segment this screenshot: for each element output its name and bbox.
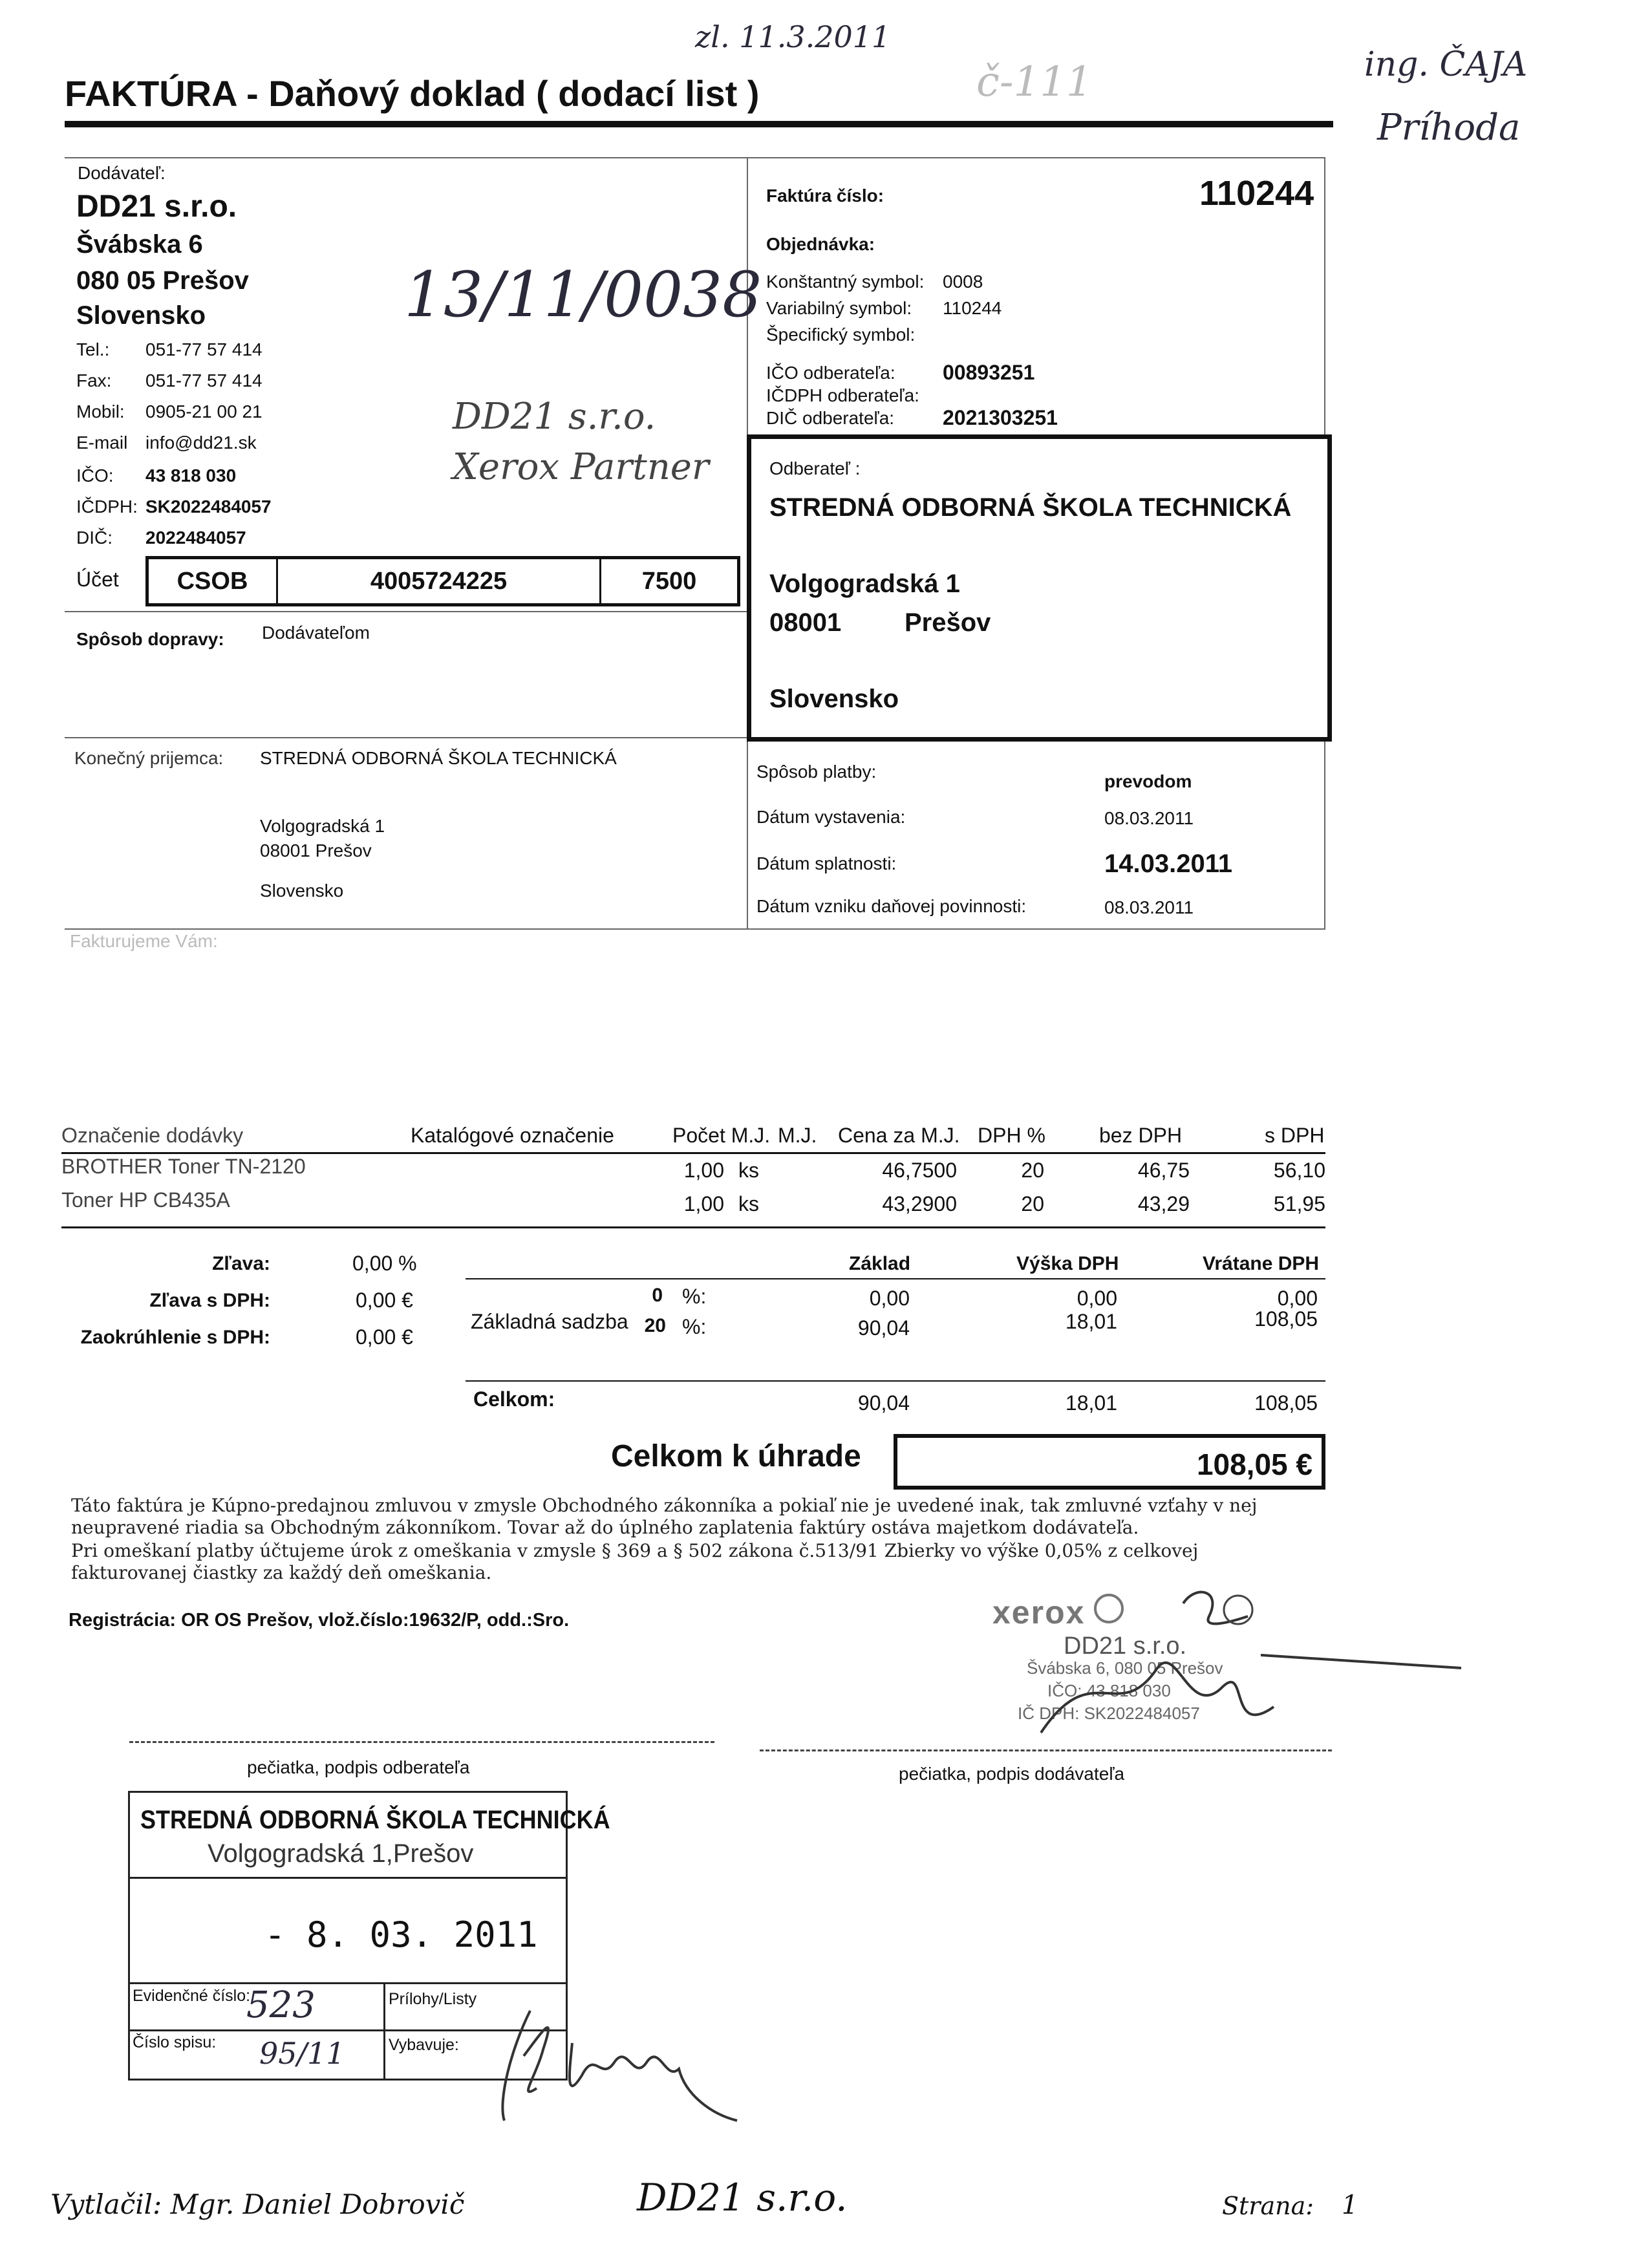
registration-text: Registrácia: OR OS Prešov, vlož.číslo:19632/P, odd.:Sro. bbox=[69, 1610, 570, 1631]
customer-country: Slovensko bbox=[769, 685, 899, 713]
constant-symbol-label: Konštantný symbol: bbox=[766, 272, 925, 292]
receipt-prilohy-label: Prílohy/Listy bbox=[389, 1990, 477, 2008]
col-header-vat: DPH % bbox=[978, 1124, 1045, 1147]
col-header-gross: s DPH bbox=[1265, 1124, 1325, 1147]
vat-header-base: Základ bbox=[849, 1253, 911, 1274]
supplier-tel-label: Tel.: bbox=[76, 339, 110, 359]
item-2-net: 43,29 bbox=[1137, 1192, 1190, 1215]
item-2-vat: 20 bbox=[1021, 1192, 1044, 1215]
vat-rate-0-unit: %: bbox=[682, 1285, 707, 1308]
supplier-signature-icon bbox=[1015, 1578, 1468, 1759]
supplier-email: info@dd21.sk bbox=[145, 433, 257, 453]
supplier-script-stamp-2: Xerox Partner bbox=[453, 446, 709, 488]
item-2-price: 43,2900 bbox=[882, 1192, 957, 1215]
legal-text-1: Táto faktúra je Kúpno-predajnou zmluvou v zmysle Obchodného zákonníka a pokiaľ nie je uvedené inak, tak zmluvné vzťahy v nej neupravené riadia sa Obchodným zákonníkom. Tovar až do úplného zaplatenia faktúry ostáva majetkom dodávateľa. bbox=[71, 1495, 1258, 1538]
vat-row-1-base: 90,04 bbox=[857, 1316, 910, 1340]
payment-method-label: Spôsob platby: bbox=[756, 762, 877, 782]
vat-total-incl: 108,05 bbox=[1254, 1391, 1318, 1415]
vat-rate-0: 0 bbox=[652, 1285, 663, 1306]
customer-street: Volgogradská 1 bbox=[769, 570, 960, 598]
receipt-vybavuje-label: Vybavuje: bbox=[389, 2036, 459, 2054]
vat-row-1-vat: 18,01 bbox=[1065, 1310, 1117, 1333]
discount-vat-value: 0,00 € bbox=[356, 1289, 413, 1312]
vat-total-vat: 18,01 bbox=[1065, 1391, 1117, 1415]
item-1-price: 46,7500 bbox=[882, 1159, 957, 1182]
receipt-spis-label: Číslo spisu: bbox=[133, 2033, 217, 2051]
title-rule bbox=[65, 121, 1333, 127]
constant-symbol: 0008 bbox=[943, 272, 983, 292]
supplier-script-stamp-1: DD21 s.r.o. bbox=[453, 396, 656, 438]
handwritten-date-note: zl. 11.3.2011 bbox=[695, 19, 891, 54]
invoice-number: 110244 bbox=[1199, 174, 1314, 213]
due-date: 14.03.2011 bbox=[1104, 850, 1232, 878]
invoice-number-label: Faktúra číslo: bbox=[766, 186, 884, 206]
vat-header-rule bbox=[466, 1278, 1325, 1279]
customer-label: Odberateľ : bbox=[769, 458, 861, 478]
customer-dic-label: DIČ odberateľa: bbox=[766, 408, 895, 428]
receipt-date: - 8. 03. 2011 bbox=[264, 1914, 538, 1955]
supplier-label: Dodávateľ: bbox=[78, 163, 166, 183]
order-label: Objednávka: bbox=[766, 234, 875, 254]
item-1-net: 46,75 bbox=[1137, 1159, 1190, 1182]
account-rule bbox=[65, 611, 747, 612]
supplier-ico: 43 818 030 bbox=[145, 465, 237, 486]
supplier-ico-label: IČO: bbox=[76, 465, 114, 486]
customer-signature-label: pečiatka, podpis odberateľa bbox=[247, 1757, 470, 1777]
stamp-company: DD21 s.r.o. bbox=[1064, 1632, 1187, 1660]
recipient-top-rule bbox=[65, 737, 747, 738]
vat-total-rule bbox=[466, 1380, 1325, 1382]
variable-symbol-label: Variabilný symbol: bbox=[766, 298, 912, 318]
supplier-signature-line bbox=[760, 1749, 1332, 1751]
customer-signature-line bbox=[129, 1741, 714, 1743]
customer-name: STREDNÁ ODBORNÁ ŠKOLA TECHNICKÁ bbox=[769, 493, 1292, 522]
col-header-name: Označenie dodávky bbox=[61, 1124, 244, 1147]
customer-zip: 08001 bbox=[769, 608, 842, 637]
customer-signature-icon bbox=[453, 1972, 744, 2140]
item-2-name: Toner HP CB435A bbox=[61, 1188, 230, 1212]
recipient-bottom-rule bbox=[65, 928, 1325, 930]
total-to-pay-box bbox=[894, 1434, 1325, 1490]
col-header-qty: Počet M.J. bbox=[672, 1124, 771, 1147]
receipt-rule-1 bbox=[130, 1877, 566, 1879]
vat-row-0-base: 0,00 bbox=[869, 1287, 910, 1310]
payment-method: prevodom bbox=[1104, 771, 1192, 791]
rounding-value: 0,00 € bbox=[356, 1325, 413, 1349]
customer-ico-label: IČO odberateľa: bbox=[766, 363, 895, 383]
stamp-address: Švábska 6, 080 05 Prešov bbox=[1027, 1658, 1223, 1678]
supplier-mobile-label: Mobil: bbox=[76, 401, 125, 422]
handwritten-number-note: č-111 bbox=[976, 58, 1093, 106]
receipt-school: STREDNÁ ODBORNÁ ŠKOLA TECHNICKÁ bbox=[140, 1806, 610, 1834]
vat-rate-label: Základná sadzba bbox=[471, 1310, 628, 1333]
supplier-name: DD21 s.r.o. bbox=[76, 189, 237, 224]
receipt-evid-value: 523 bbox=[246, 1984, 316, 2026]
recipient-street: Volgogradská 1 bbox=[260, 816, 385, 836]
col-header-price: Cena za M.J. bbox=[838, 1124, 960, 1147]
receipt-col-divider bbox=[383, 1982, 385, 2079]
footer-page-number: 1 bbox=[1342, 2190, 1358, 2220]
recipient-city: 08001 Prešov bbox=[260, 840, 372, 861]
legal-text-2: Pri omeškaní platby účtujeme úrok z omeškania v zmysle § 369 a § 502 zákona č.513/91 Zbierky vo výške 0,05% z celkovej fakturovanej čiastky za každý deň omeškania. bbox=[71, 1540, 1199, 1583]
rounding-label: Zaokrúhlenie s DPH: bbox=[80, 1327, 270, 1348]
total-to-pay-label: Celkom k úhrade bbox=[611, 1439, 861, 1473]
recipient-name: STREDNÁ ODBORNÁ ŠKOLA TECHNICKÁ bbox=[260, 748, 617, 768]
handwritten-corner-note-2: Príhoda bbox=[1377, 107, 1521, 149]
items-bottom-rule bbox=[61, 1226, 1325, 1228]
handwritten-signature bbox=[595, 2017, 596, 2018]
col-header-catalog: Katalógové označenie bbox=[411, 1124, 614, 1147]
bank-name: CSOB bbox=[149, 559, 278, 603]
vat-header-vat: Výška DPH bbox=[1016, 1253, 1119, 1274]
receipt-address: Volgogradská 1,Prešov bbox=[208, 1839, 474, 1868]
vat-rate-20-unit: %: bbox=[682, 1315, 707, 1338]
col-header-net: bez DPH bbox=[1099, 1124, 1183, 1147]
total-to-pay-value: 108,05 € bbox=[1196, 1448, 1312, 1481]
supplier-country: Slovensko bbox=[76, 301, 206, 330]
item-2-unit: ks bbox=[738, 1192, 759, 1215]
specific-symbol-label: Špecifický symbol: bbox=[766, 325, 916, 345]
account-number: 4005724225 bbox=[278, 559, 601, 603]
item-1-vat: 20 bbox=[1021, 1159, 1044, 1182]
footer-page-label: Strana: bbox=[1222, 2192, 1314, 2220]
supplier-fax: 051-77 57 414 bbox=[145, 370, 262, 390]
item-1-unit: ks bbox=[738, 1159, 759, 1182]
customer-icdph-label: IČDPH odberateľa: bbox=[766, 385, 919, 405]
vat-total-label: Celkom: bbox=[473, 1387, 555, 1411]
supplier-fax-label: Fax: bbox=[76, 370, 112, 390]
due-date-label: Dátum splatnosti: bbox=[756, 853, 897, 873]
item-1-gross: 56,10 bbox=[1273, 1159, 1325, 1182]
customer-dic: 2021303251 bbox=[943, 406, 1058, 429]
receipt-spis-value: 95/11 bbox=[259, 2036, 345, 2071]
document-title: FAKTÚRA - Daňový doklad ( dodací list ) bbox=[65, 73, 760, 114]
top-rule bbox=[65, 157, 1325, 158]
handwritten-corner-note-1: ing. ČAJA bbox=[1364, 45, 1528, 84]
footer-printed-by: Vytlačil: Mgr. Daniel Dobrovič bbox=[50, 2188, 465, 2220]
account-box bbox=[145, 556, 740, 606]
supplier-dic: 2022484057 bbox=[145, 528, 246, 548]
items-header-rule bbox=[61, 1152, 1325, 1154]
customer-box bbox=[747, 434, 1332, 742]
supplier-tel: 051-77 57 414 bbox=[145, 339, 262, 359]
supplier-city: 080 05 Prešov bbox=[76, 266, 249, 295]
transport-label: Spôsob dopravy: bbox=[76, 629, 224, 649]
variable-symbol: 110244 bbox=[943, 298, 1002, 318]
col-header-unit: M.J. bbox=[778, 1124, 817, 1147]
vat-row-1-incl: 108,05 bbox=[1254, 1307, 1318, 1331]
supplier-icdph-label: IČDPH: bbox=[76, 497, 138, 517]
item-1-qty: 1,00 bbox=[683, 1159, 724, 1182]
vat-row-0-incl: 0,00 bbox=[1277, 1287, 1318, 1310]
issue-date: 08.03.2011 bbox=[1104, 808, 1194, 828]
supplier-dic-label: DIČ: bbox=[76, 528, 112, 548]
customer-city: Prešov bbox=[905, 608, 991, 637]
recipient-country: Slovensko bbox=[260, 881, 344, 901]
fakturujeme-label: Fakturujeme Vám: bbox=[70, 931, 218, 951]
stamp-icdph: IČ DPH: SK2022484057 bbox=[1018, 1704, 1200, 1723]
customer-ico: 00893251 bbox=[943, 361, 1035, 384]
supplier-street: Švábska 6 bbox=[76, 230, 203, 259]
supplier-mobile: 0905-21 00 21 bbox=[145, 401, 262, 422]
vat-rate-20: 20 bbox=[644, 1315, 666, 1336]
tax-date-label: Dátum vzniku daňovej povinnosti: bbox=[756, 896, 1027, 916]
receipt-evid-label: Evidenčné číslo: bbox=[133, 1987, 251, 2005]
discount-label: Zľava: bbox=[212, 1253, 270, 1274]
stamp-ico: IČO: 43 818 030 bbox=[1047, 1681, 1171, 1700]
supplier-signature-label: pečiatka, podpis dodávateľa bbox=[899, 1764, 1125, 1784]
item-2-qty: 1,00 bbox=[683, 1192, 724, 1215]
supplier-icdph: SK2022484057 bbox=[145, 497, 272, 517]
bank-code: 7500 bbox=[641, 567, 697, 595]
account-label: Účet bbox=[76, 568, 119, 591]
discount-vat-label: Zľava s DPH: bbox=[149, 1290, 270, 1311]
item-2-gross: 51,95 bbox=[1273, 1192, 1325, 1215]
vat-row-0-vat: 0,00 bbox=[1077, 1287, 1117, 1310]
footer-company: DD21 s.r.o. bbox=[637, 2176, 848, 2220]
vat-header-incl: Vrátane DPH bbox=[1203, 1253, 1320, 1274]
supplier-email-label: E-mail bbox=[76, 433, 128, 453]
payment-right-border bbox=[1324, 742, 1325, 929]
transport-value: Dodávateľom bbox=[262, 623, 370, 643]
discount-value: 0,00 % bbox=[352, 1252, 417, 1275]
right-border bbox=[1324, 157, 1325, 435]
vat-total-base: 90,04 bbox=[857, 1391, 910, 1415]
handwritten-reg-number: 13/11/0038 bbox=[404, 259, 762, 331]
issue-date-label: Dátum vystavenia: bbox=[756, 807, 906, 827]
recipient-label: Konečný prijemca: bbox=[74, 748, 224, 768]
item-1-name: BROTHER Toner TN-2120 bbox=[61, 1155, 306, 1178]
tax-date: 08.03.2011 bbox=[1104, 897, 1194, 917]
xerox-logo: xerox bbox=[992, 1594, 1086, 1631]
